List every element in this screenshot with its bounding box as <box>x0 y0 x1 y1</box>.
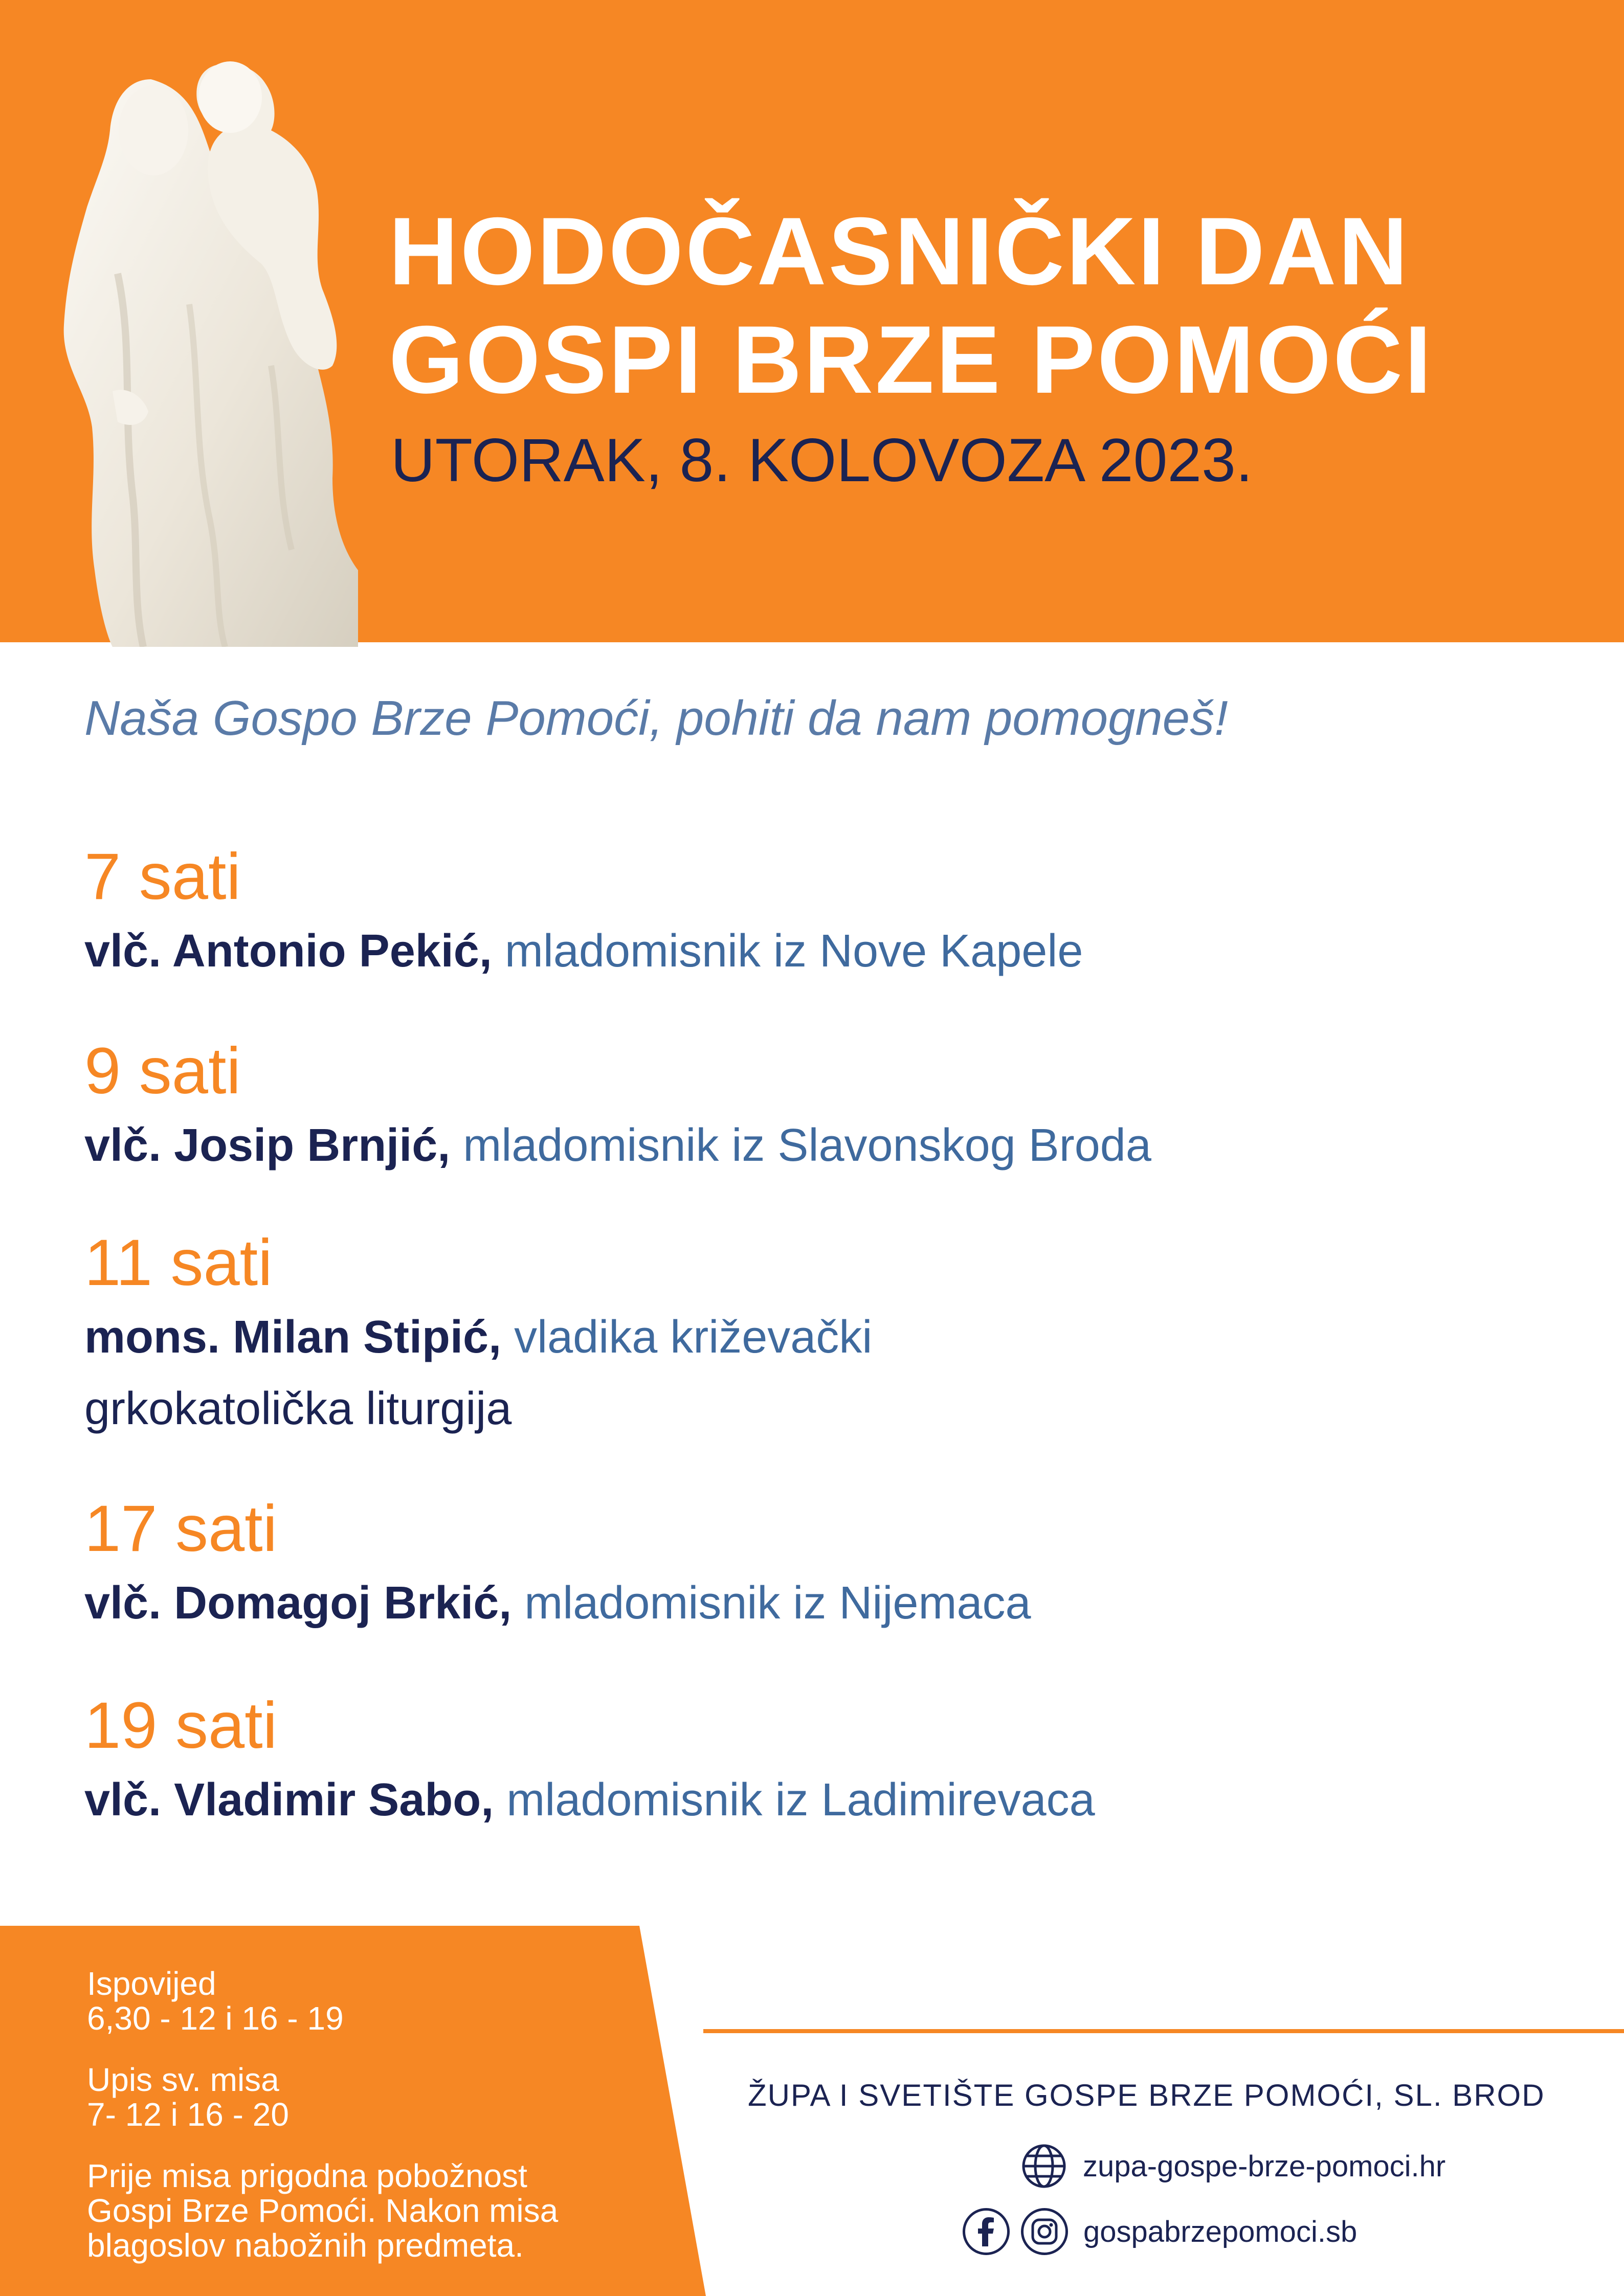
mass-time: 9 sati <box>84 1034 241 1108</box>
note-line: blagoslov nabožnih predmeta. <box>87 2227 524 2264</box>
page-title <box>389 197 1433 414</box>
motto-text: Naša Gospo Brze Pomoći, pohiti da nam pomogneš! <box>84 691 1228 746</box>
note-line: Gospi Brze Pomoći. Nakon misa <box>87 2192 559 2229</box>
liturgy-note: grkokatolička liturgija <box>84 1383 512 1434</box>
event-date: UTORAK, 8. KOLOVOZA 2023. <box>391 426 1253 494</box>
facebook-icon[interactable] <box>963 2208 1010 2255</box>
mass-entry-9 <box>84 1033 1151 1181</box>
celebrant-role: mladomisnik iz Nove Kapele <box>492 926 1083 977</box>
celebrant-name: mons. Milan Stipić, <box>84 1312 502 1363</box>
mass-registration-hours <box>87 2062 558 2132</box>
madonna-statue-image <box>56 59 358 647</box>
mass-time: 17 sati <box>84 1492 278 1565</box>
celebrant-role: mladomisnik iz Ladimirevaca <box>494 1774 1095 1826</box>
celebrant-line <box>84 1764 1095 1836</box>
celebrant-name: vlč. Antonio Pekić, <box>84 926 492 977</box>
celebrant-name: vlč. Domagoj Brkić, <box>84 1578 512 1629</box>
website-contact[interactable] <box>1020 2143 1445 2190</box>
instagram-icon[interactable] <box>1021 2208 1068 2255</box>
mass-time: 19 sati <box>84 1689 278 1762</box>
celebrant-line <box>84 1110 1151 1181</box>
confession-hours <box>87 1966 558 2036</box>
note-line: Prije misa prigodna pobožnost <box>87 2157 527 2194</box>
mass-entry-11 <box>84 1225 872 1445</box>
mass-time: 7 sati <box>84 840 241 913</box>
title-line-1: HODOČASNIČKI DAN <box>389 197 1410 305</box>
celebrant-line <box>84 1567 1031 1639</box>
mass-entry-17 <box>84 1491 1031 1639</box>
footer-info <box>87 1966 558 2289</box>
globe-icon <box>1020 2143 1067 2190</box>
social-contact[interactable] <box>963 2208 1357 2255</box>
mass-entry-7 <box>84 839 1083 987</box>
confession-label: Ispovijed <box>87 1965 216 2002</box>
celebrant-role: vladika križevački <box>501 1312 873 1363</box>
title-line-2: GOSPI BRZE POMOĆI <box>389 306 1434 413</box>
confession-times: 6,30 - 12 i 16 - 19 <box>87 2000 344 2037</box>
celebrant-role: mladomisnik iz Nijemaca <box>511 1578 1031 1629</box>
celebrant-name: vlč. Vladimir Sabo, <box>84 1774 494 1826</box>
mass-entry-19 <box>84 1687 1095 1836</box>
parish-name: ŽUPA I SVETIŠTE GOSPE BRZE POMOĆI, SL. BROD <box>748 2078 1545 2112</box>
registration-label: Upis sv. misa <box>87 2061 279 2098</box>
blessing-note <box>87 2158 558 2263</box>
social-handle[interactable]: gospabrzepomoci.sb <box>1083 2215 1358 2248</box>
footer-divider <box>703 2029 1624 2033</box>
website-link[interactable]: zupa-gospe-brze-pomoci.hr <box>1083 2149 1446 2183</box>
header-banner <box>0 0 1624 642</box>
registration-times: 7- 12 i 16 - 20 <box>87 2096 289 2133</box>
celebrant-line <box>84 915 1083 987</box>
celebrant-line <box>84 1301 872 1373</box>
celebrant-name: vlč. Josip Brnjić, <box>84 1120 451 1171</box>
celebrant-role: mladomisnik iz Slavonskog Broda <box>450 1120 1151 1171</box>
mass-time: 11 sati <box>84 1226 273 1299</box>
